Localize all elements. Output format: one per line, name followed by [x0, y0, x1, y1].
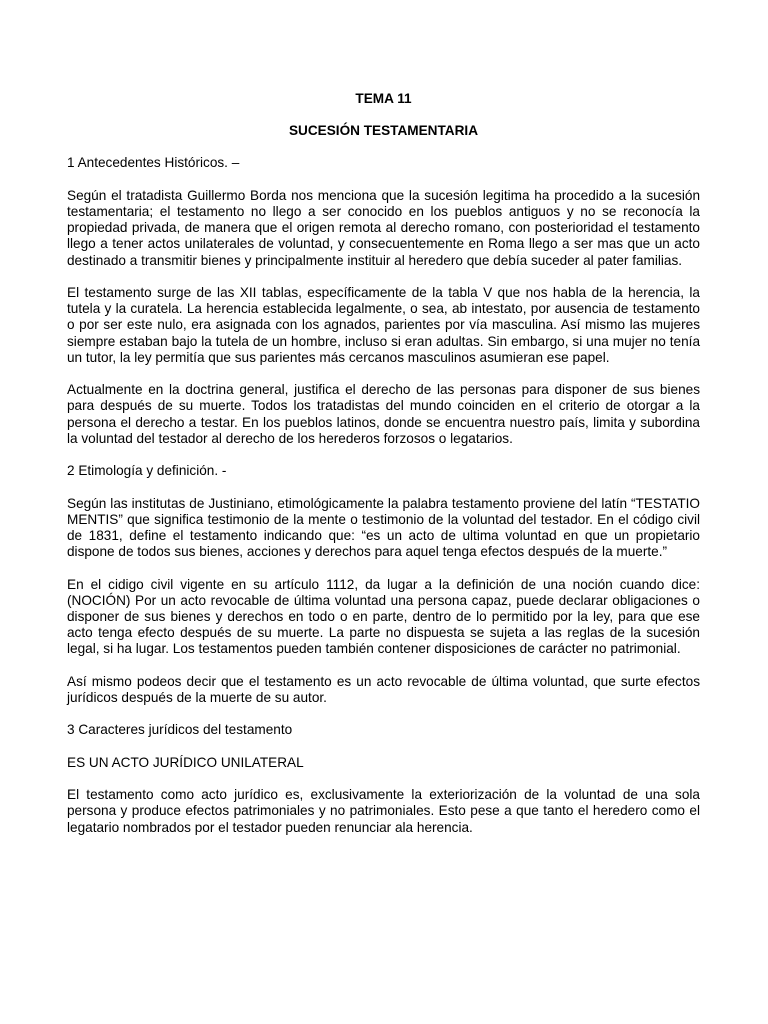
section-heading: 1 Antecedentes Históricos. –: [67, 155, 240, 171]
paragraph-list: [67, 155, 700, 835]
paragraph: En el cidigo civil vigente en su artículo 1112, da lugar a la definición de una noción cuando dice: (NOCIÓN) Por un acto revocable de última voluntad una persona capaz, puede declarar obligaciones o disponer de sus bienes y derechos en todo o en parte, dentro de lo permitido por la ley, para que ese acto tenga efecto después de su muerte. La parte no dispuesta se sujeta a las reglas de la sucesión legal, si ha lugar. Los testamentos pueden también contener disposiciones de carácter no patrimonial.: [67, 576, 700, 657]
section-heading: 2 Etimología y definición. -: [67, 463, 227, 479]
document-title: TEMA 11: [355, 91, 412, 106]
section-heading: 3 Caracteres jurídicos del testamento: [67, 722, 293, 738]
paragraph: Actualmente en la doctrina general, justifica el derecho de las personas para disponer de sus bienes para después de su muerte. Todos los tratadistas del mundo coinciden en el criterio de otorgar a la persona el derecho a testar. En los pueblos latinos, donde se encuentra nuestro país, limita y subordina la voluntad del testador al derecho de los herederos forzosos o legatarios.: [67, 382, 700, 446]
document-content: [67, 91, 700, 852]
section-heading: ES UN ACTO JURÍDICO UNILATERAL: [67, 754, 304, 770]
paragraph: Según el tratadista Guillermo Borda nos menciona que la sucesión legitima ha procedido a la sucesión testamentaria; el testamento no llego a ser conocido en los pueblos antiguos y no se reconocía la propiedad privada, de manera que el origen remota al derecho romano, con posterioridad el testamento llego a tener actos unilaterales de voluntad, y consecuentemente en Roma llego a ser mas que un acto destinado a transmitir bienes y principalmente instituir al heredero que debía suceder al pater familias.: [67, 187, 700, 268]
paragraph: Así mismo podeos decir que el testamento es un acto revocable de última voluntad, que surte efectos jurídicos después de la muerte de su autor.: [67, 673, 700, 705]
paragraph: El testamento surge de las XII tablas, específicamente de la tabla V que nos habla de la herencia, la tutela y la curatela. La herencia establecida legalmente, o sea, ab intestato, por ausencia de testamento o por ser este nulo, era asignada con los agnados, parientes por vía masculina. Así mismo las mujeres siempre estaban bajo la tutela de un hombre, incluso si eran adultas. Sin embargo, si una mujer no tenía un tutor, la ley permitía que sus parientes más cercanos masculinos asumieran ese papel.: [67, 285, 700, 365]
document-subtitle: SUCESIÓN TESTAMENTARIA: [288, 123, 479, 139]
paragraph: El testamento como acto jurídico es, exclusivamente la exteriorización de la voluntad de una sola persona y produce efectos patrimoniales y no patrimoniales. Esto pese a que tanto el heredero como el legatario nombrados por el testador pueden renunciar ala herencia.: [67, 787, 700, 835]
paragraph: Según las institutas de Justiniano, etimológicamente la palabra testamento proviene del latín “TESTATIO MENTIS” que significa testimonio de la mente o testimonio de la voluntad del testador. En el código civil de 1831, define el testamento indicando que: “es un acto de ultima voluntad en que un propietario dispone de todos sus bienes, acciones y derechos para aquel tenga efectos después de la muerte.”: [67, 495, 700, 560]
